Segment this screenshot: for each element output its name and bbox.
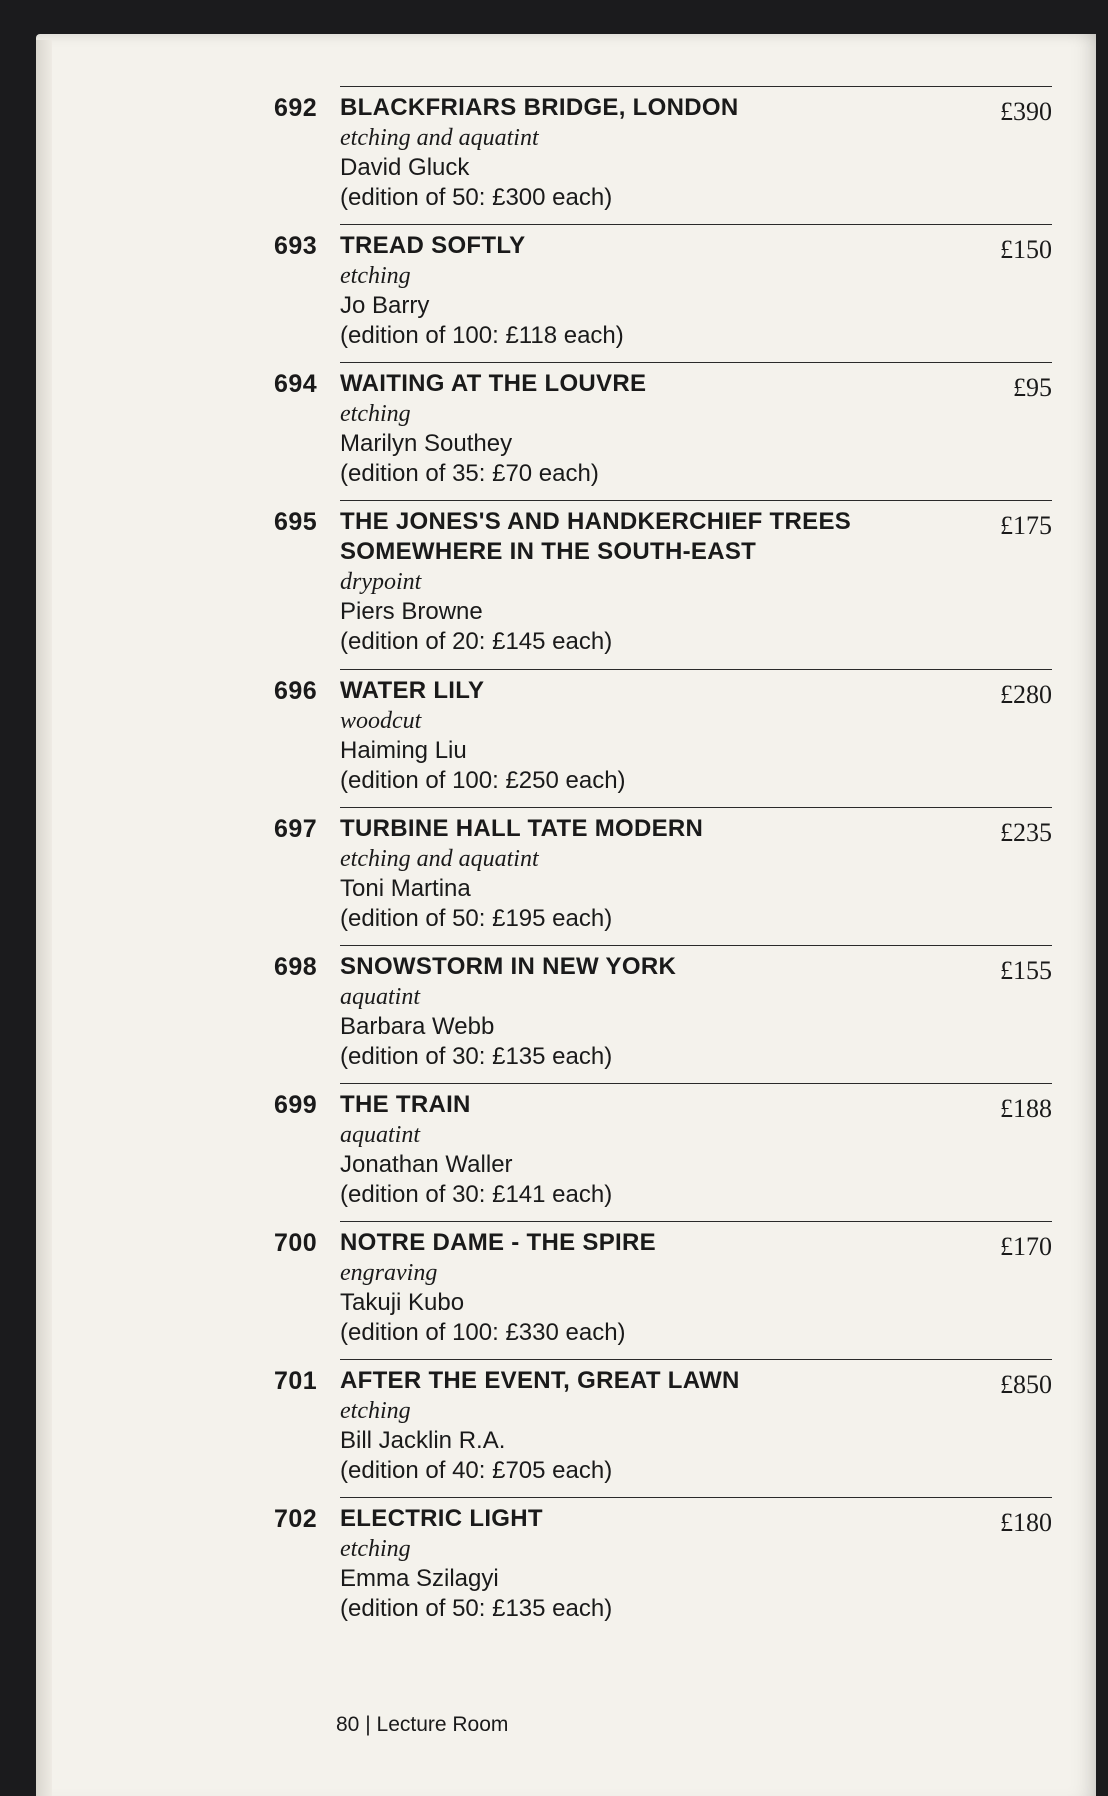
entry-artist: Jo Barry [340,292,430,319]
entry-title: TREAD SOFTLY [340,232,526,259]
entry-price: £390 [1000,97,1052,126]
entry-artist: Takuji Kubo [340,1289,465,1316]
entry-edition: (edition of 100: £330 each) [340,1319,626,1346]
catalogue-entry [274,1221,1052,1359]
catalogue-entry [274,224,1052,362]
page-number: 80 [336,1713,360,1736]
entry-medium: etching [340,1398,411,1424]
catalogue-entries [270,86,1052,1635]
entry-edition: (edition of 30: £141 each) [340,1181,613,1208]
section-name: Lecture Room [376,1713,509,1736]
entry-price: £235 [1000,818,1052,847]
page-edge [36,40,52,1796]
entry-title: SNOWSTORM IN NEW YORK [340,953,677,980]
entry-title: WAITING AT THE LOUVRE [340,370,647,397]
page-footer [336,1713,508,1737]
entry-artist: Emma Szilagyi [340,1565,499,1592]
entry-edition: (edition of 35: £70 each) [340,460,599,487]
entry-artist: Jonathan Waller [340,1151,513,1178]
lot-number: 695 [274,508,318,536]
entry-title: TURBINE HALL TATE MODERN [340,815,704,842]
entry-artist: Bill Jacklin R.A. [340,1427,506,1454]
entry-medium: woodcut [340,708,422,734]
entry-medium: etching [340,263,411,289]
catalogue-entry [274,86,1052,224]
entry-medium: etching and aquatint [340,125,539,151]
catalogue-entry [274,1497,1052,1635]
catalogue-entry [274,807,1052,945]
entry-price: £95 [1013,373,1052,402]
lot-number: 693 [274,232,318,260]
entry-artist: David Gluck [340,154,470,181]
entry-artist: Haiming Liu [340,737,467,764]
entry-medium: engraving [340,1260,438,1286]
entry-title: NOTRE DAME - THE SPIRE [340,1229,656,1256]
entry-price: £175 [1000,511,1052,540]
catalogue-entry [274,1359,1052,1497]
entry-artist: Toni Martina [340,875,471,902]
entry-price: £188 [1000,1094,1052,1123]
entry-price: £280 [1000,680,1052,709]
entry-edition: (edition of 30: £135 each) [340,1043,613,1070]
footer-separator: | [365,1713,371,1736]
entry-edition: (edition of 50: £135 each) [340,1595,613,1622]
catalogue-entry [274,362,1052,500]
entry-medium: etching [340,1536,411,1562]
entry-medium: etching [340,401,411,427]
entry-title: THE TRAIN [340,1091,471,1118]
entry-edition: (edition of 40: £705 each) [340,1457,613,1484]
entry-artist: Piers Browne [340,598,483,625]
entry-title: ELECTRIC LIGHT [340,1505,543,1532]
entry-medium: aquatint [340,1122,421,1148]
entry-medium: drypoint [340,569,422,595]
lot-number: 698 [274,953,318,981]
entry-title: BLACKFRIARS BRIDGE, LONDON [340,94,739,121]
entry-price: £170 [1000,1232,1052,1261]
entry-edition: (edition of 100: £250 each) [340,767,626,794]
catalogue-entry [274,1083,1052,1221]
entry-edition: (edition of 50: £300 each) [340,184,613,211]
entry-edition: (edition of 50: £195 each) [340,905,613,932]
entry-price: £150 [1000,235,1052,264]
entry-edition: (edition of 100: £118 each) [340,322,624,349]
entry-medium: etching and aquatint [340,846,539,872]
lot-number: 702 [274,1505,318,1533]
catalogue-entry [274,945,1052,1083]
entry-price: £155 [1000,956,1052,985]
catalogue-entry [274,669,1052,807]
lot-number: 694 [274,370,318,398]
lot-number: 699 [274,1091,318,1119]
lot-number: 701 [274,1367,318,1395]
entry-artist: Barbara Webb [340,1013,495,1040]
lot-number: 692 [274,94,318,122]
entry-title: AFTER THE EVENT, GREAT LAWN [340,1367,740,1394]
entry-title: THE JONES'S AND HANDKERCHIEF TREES SOMEWHERE IN THE SOUTH-EAST [340,508,852,565]
catalogue-entry [274,500,1052,669]
entry-medium: aquatint [340,984,421,1010]
lot-number: 700 [274,1229,318,1257]
entry-title: WATER LILY [340,677,485,704]
entry-price: £180 [1000,1508,1052,1537]
entry-price: £850 [1000,1370,1052,1399]
lot-number: 697 [274,815,318,843]
lot-number: 696 [274,677,318,705]
entry-edition: (edition of 20: £145 each) [340,628,613,655]
entry-artist: Marilyn Southey [340,430,513,457]
